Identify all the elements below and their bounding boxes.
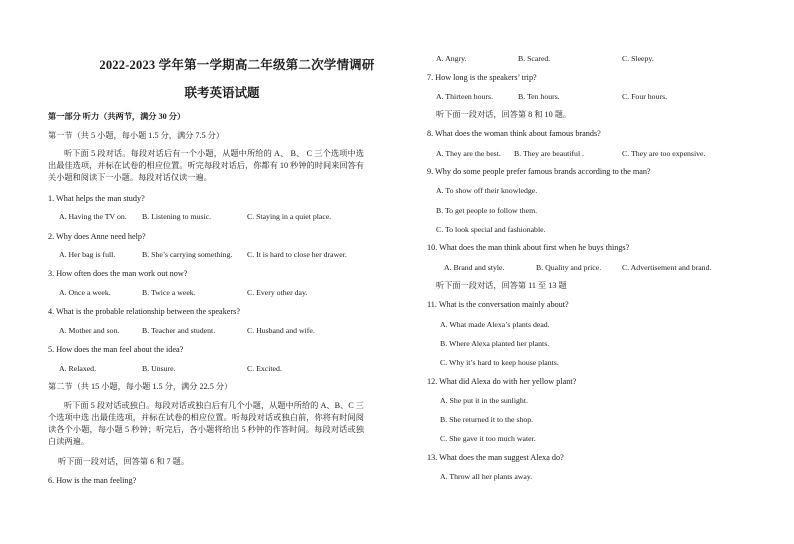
q12-option-c: C. She gave it too much water. — [440, 434, 536, 443]
q6-option-b: B. Scared. — [518, 54, 551, 63]
q2-option-a: A. Her bag is full. — [59, 250, 116, 259]
dialog-6-7-instruction: 听下面一段对话，回答第 6 和 7 题。 — [58, 457, 190, 466]
q3-option-c: C. Every other day. — [247, 288, 308, 297]
q10-option-a: A. Brand and style. — [444, 263, 505, 272]
dialog-11-13-instruction: 听下面一段对话，回答第 11 至 13 题 — [436, 281, 567, 290]
section1-heading: 第一节（共 5 小题，每小题 1.5 分，满分 7.5 分） — [48, 131, 225, 140]
q4-option-c: C. Husband and wife. — [247, 326, 315, 335]
q7-option-b: B. Ten hours. — [518, 92, 560, 101]
q13-option-a: A. Throw all her plants away. — [440, 472, 533, 481]
dialog-8-10-instruction: 听下面一段对话，回答第 8 和 10 题。 — [436, 110, 572, 119]
q3-option-a: A. Once a week. — [59, 288, 111, 297]
question-6: 6. How is the man feeling? — [48, 476, 137, 485]
question-8: 8. What does the woman think about famous brands? — [427, 129, 601, 138]
q9-option-c: C. To look special and fashionable. — [436, 225, 546, 234]
q10-option-c: C. Advertisement and brand. — [622, 263, 712, 272]
q11-option-b: B. Where Alexa planted her plants. — [440, 339, 550, 348]
exam-subtitle: 联考英语试题 — [184, 86, 260, 100]
q1-option-c: C. Staying in a quiet place. — [247, 212, 332, 221]
q2-option-b: B. She’s carrying something. — [142, 250, 233, 259]
question-4: 4. What is the probable relationship between the speakers? — [48, 307, 240, 316]
section2-heading: 第二节（共 15 小题，每小题 1.5 分，满分 22.5 分） — [48, 382, 233, 391]
q9-option-b: B. To get people to follow them. — [436, 206, 538, 215]
q5-option-b: B. Unsure. — [142, 364, 176, 373]
q9-option-a: A. To show off their knowledge. — [436, 186, 538, 195]
question-2: 2. Why does Anne need help? — [48, 232, 146, 241]
q10-option-b: B. Quality and price. — [536, 263, 602, 272]
q11-option-c: C. Why it’s hard to keep house plants. — [440, 358, 559, 367]
question-11: 11. What is the conversation mainly about? — [427, 300, 569, 309]
q2-option-c: C. It is hard to close her drawer. — [247, 250, 347, 259]
q1-option-a: A. Having the TV on. — [59, 212, 127, 221]
q8-option-a: A. They are the best. — [436, 149, 501, 158]
q12-option-a: A. She put it in the sunlight. — [440, 396, 528, 405]
section1-instructions: 听下面 5 段对话。每段对话后有一个小题，从题中所给的 A、 B、 C 三个选项中选出最佳选项，并标在试卷的相应位置。听完每段对话后，你都有 10 秒钟的时间来回答有关小题和阅读下一小题。每段对话仅读一遍。 — [48, 149, 364, 182]
part1-heading: 第一部分 听力（共两节，满分 30 分） — [48, 112, 186, 121]
q8-option-c: C. They are too expensive. — [622, 149, 706, 158]
q8-option-b: B. They are beautiful . — [514, 149, 585, 158]
q3-option-b: B. Twice a week. — [142, 288, 196, 297]
q1-option-b: B. Listening to music. — [142, 212, 212, 221]
q5-option-a: A. Relaxed. — [59, 364, 97, 373]
section2-instructions: 听下面 5 段对话或独白。每段对话或独白后有几个小题，从题中所给的 A、B、C 三个选项中选 出最佳选项，并标在试卷的相应位置。听每段对话或独白前，你将有时间阅读各个小题，每小题 5 秒钟；听完后，各小题将给出 5 秒钟的作答时间。每段对话或独白读两遍。 — [48, 401, 364, 446]
question-7: 7. How long is the speakers’ trip? — [427, 73, 537, 82]
q5-option-c: C. Excited. — [247, 364, 282, 373]
exam-title: 2022-2023 学年第一学期高二年级第二次学情调研 — [99, 58, 375, 72]
question-9: 9. Why do some people prefer famous brands according to the man? — [427, 167, 651, 176]
q7-option-c: C. Four hours. — [622, 92, 668, 101]
q7-option-a: A. Thirteen hours. — [436, 92, 494, 101]
question-13: 13. What does the man suggest Alexa do? — [427, 453, 564, 462]
question-3: 3. How often does the man work out now? — [48, 269, 188, 278]
question-5: 5. How does the man feel about the idea? — [48, 345, 184, 354]
q11-option-a: A. What made Alexa’s plants dead. — [440, 320, 550, 329]
q6-option-a: A. Angry. — [436, 54, 467, 63]
q4-option-a: A. Mother and son. — [59, 326, 120, 335]
question-12: 12. What did Alexa do with her yellow plant? — [427, 377, 577, 386]
q6-option-c: C. Sleepy. — [622, 54, 654, 63]
q4-option-b: B. Teacher and student. — [142, 326, 216, 335]
question-10: 10. What does the man think about first when he buys things? — [427, 243, 630, 252]
q12-option-b: B. She returned it to the shop. — [440, 415, 534, 424]
question-1: 1. What helps the man study? — [48, 194, 145, 203]
